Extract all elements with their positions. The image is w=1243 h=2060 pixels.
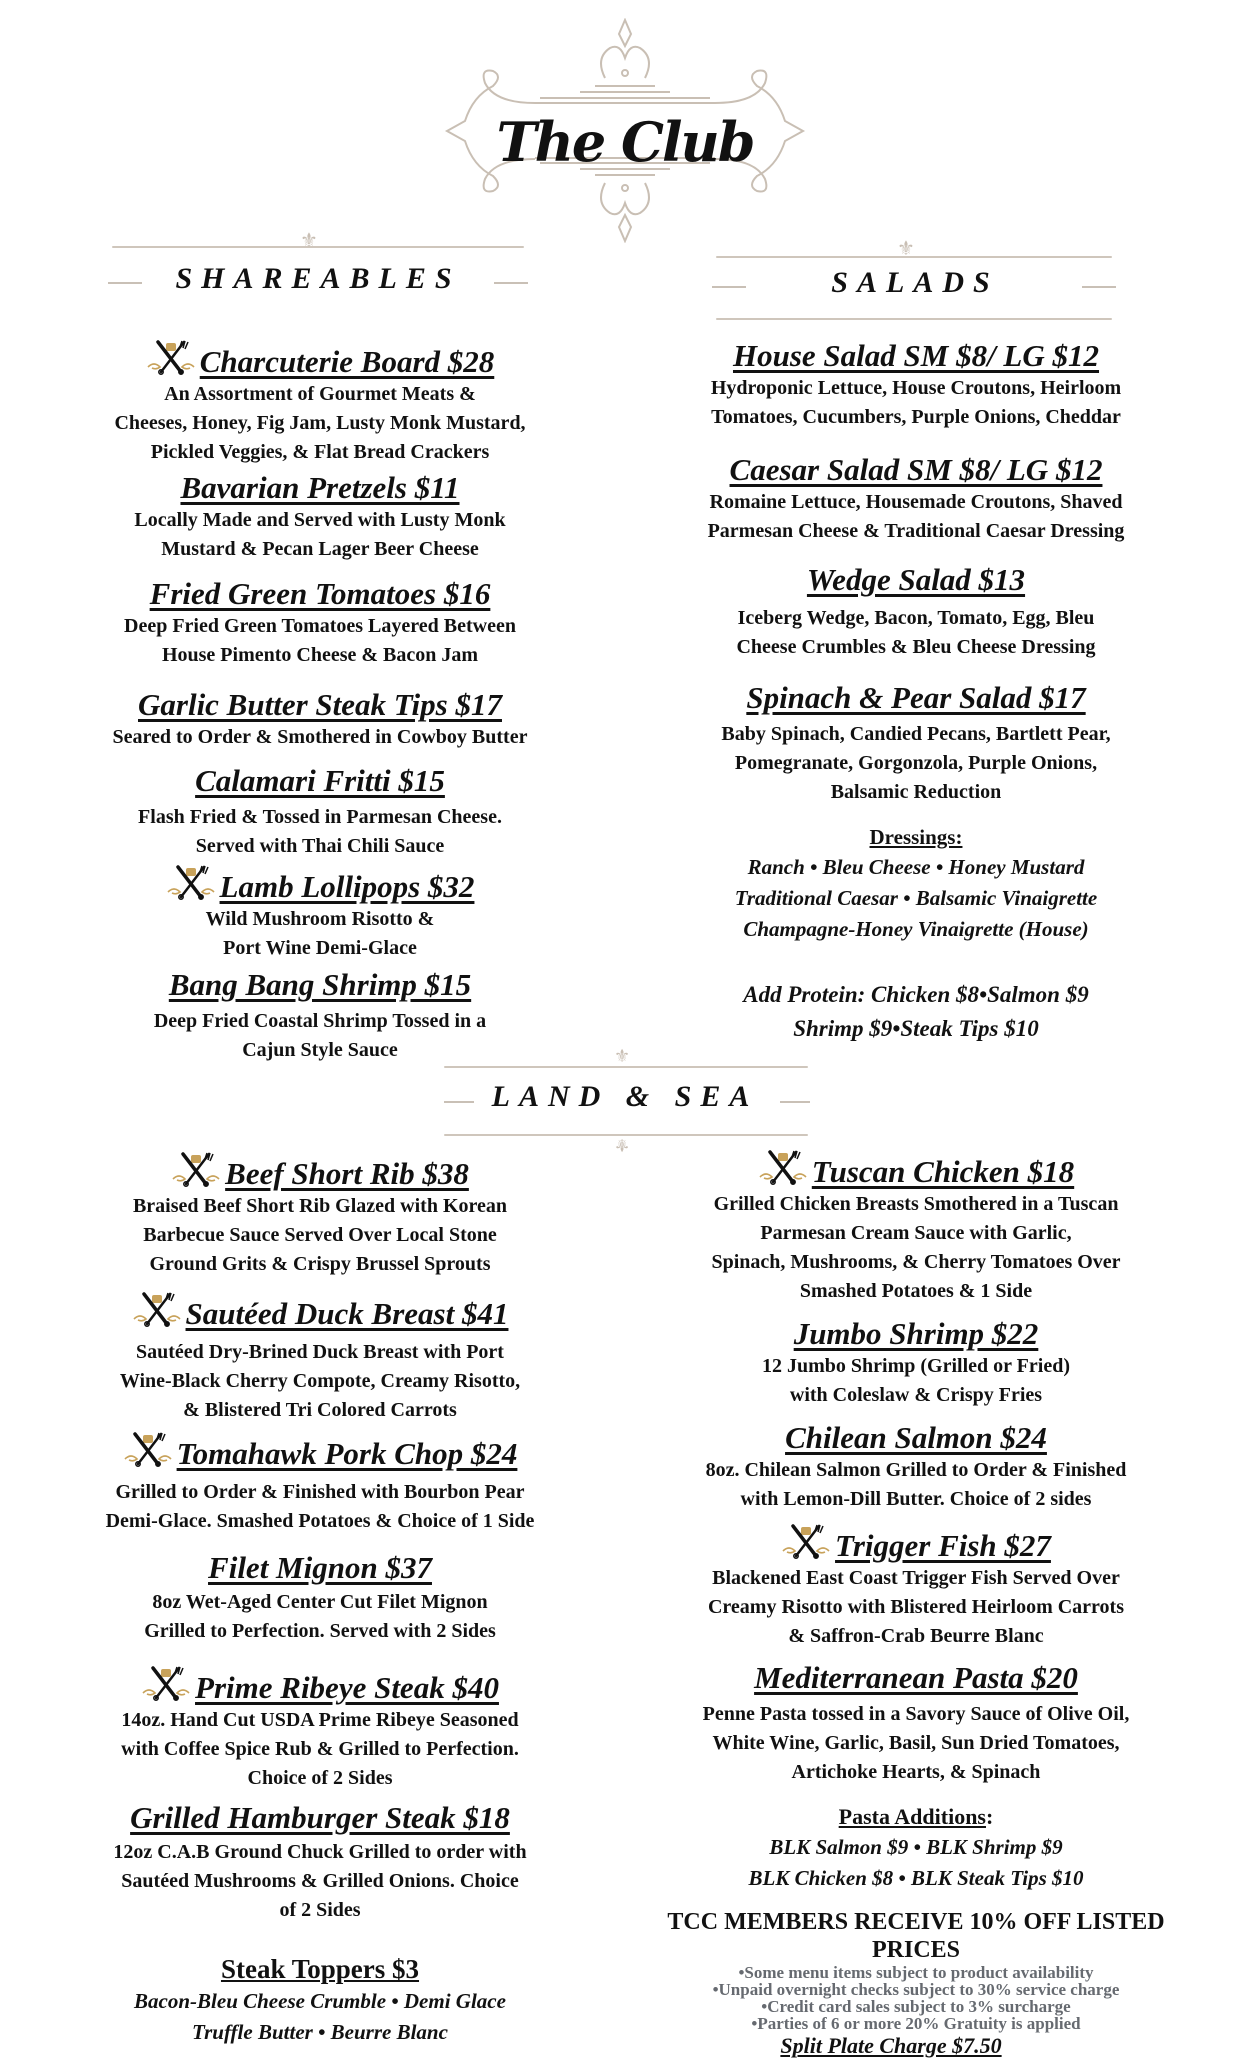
item-desc: 8oz. Chilean Salmon Grilled to Order & Finished (705, 1459, 1127, 1481)
item-desc: Deep Fried Coastal Shrimp Tossed in a (153, 1010, 487, 1032)
menu-item (640, 562, 1192, 662)
menu-item (60, 763, 580, 861)
item-desc: Romaine Lettuce, Housemade Croutons, Shaved (709, 491, 1123, 513)
item-desc: Blackened East Coast Trigger Fish Served Over (712, 1567, 1120, 1589)
item-desc: Tomatoes, Cucumbers, Purple Onions, Cheddar (711, 406, 1121, 428)
item-name: Mediterranean Pasta $20 (754, 1660, 1078, 1695)
item-desc: of 2 Sides (279, 1899, 361, 1921)
item-desc: Balsamic Reduction (830, 781, 1002, 803)
topper-line: Truffle Butter • Beurre Blanc (192, 2020, 448, 2044)
item-desc: with Coleslaw & Crispy Fries (789, 1384, 1043, 1406)
item-name: House Salad SM $8/ LG $12 (732, 338, 1100, 373)
menu-item (60, 576, 580, 670)
item-desc: Braised Beef Short Rib Glazed with Korean (132, 1195, 508, 1217)
item-desc: Wine-Black Cherry Compote, Creamy Risotto, (119, 1370, 521, 1392)
shareables-column (60, 340, 580, 1060)
item-desc: Flash Fried & Tossed in Parmesan Cheese. (138, 806, 502, 828)
item-name: Charcuterie Board $28 (199, 344, 495, 379)
menu-item (50, 1152, 590, 1279)
item-name: Tuscan Chicken $18 (811, 1154, 1075, 1189)
item-desc: with Coffee Spice Rub & Grilled to Perfection. (121, 1738, 519, 1760)
item-name: Wedge Salad $13 (806, 562, 1026, 597)
item-desc: 14oz. Hand Cut USDA Prime Ribeye Seasoned (121, 1709, 519, 1731)
menu-item (640, 1316, 1192, 1410)
item-name: Bavarian Pretzels $11 (180, 470, 460, 505)
chef-special-icon (132, 1292, 182, 1328)
item-desc: 8oz Wet-Aged Center Cut Filet Mignon (152, 1591, 488, 1613)
salads-column (640, 338, 1192, 1058)
add-protein-block (640, 978, 1192, 1046)
chef-special-icon (166, 865, 216, 901)
item-desc: House Pimento Cheese & Bacon Jam (161, 644, 479, 666)
item-name: Calamari Fritti $15 (195, 763, 445, 798)
dressing-line: Champagne-Honey Vinaigrette (House) (743, 917, 1089, 941)
dash-divider (108, 282, 142, 284)
item-desc: Wild Mushroom Risotto & (205, 908, 435, 930)
menu-item (60, 967, 580, 1065)
pasta-additions-label: Pasta Additions (838, 1804, 986, 1829)
add-protein-line: Shrimp $9•Steak Tips $10 (793, 1016, 1039, 1041)
chef-special-icon (758, 1150, 808, 1186)
chef-special-icon (123, 1432, 173, 1468)
pasta-addition-line: BLK Chicken $8 • BLK Steak Tips $10 (748, 1866, 1084, 1890)
item-desc: Cajun Style Sauce (242, 1039, 398, 1061)
item-name: Spinach & Pear Salad $17 (746, 680, 1086, 715)
menu-item (60, 340, 580, 467)
item-desc: with Lemon-Dill Butter. Choice of 2 sides (740, 1488, 1092, 1510)
footer-block (640, 1908, 1192, 2060)
fleur-ornament-icon: ⚜ (300, 228, 318, 252)
section-title-land-sea: LAND & SEA (491, 1080, 759, 1113)
item-name: Trigger Fish $27 (835, 1528, 1051, 1563)
item-desc: Iceberg Wedge, Bacon, Tomato, Egg, Bleu (737, 607, 1095, 629)
item-desc: Creamy Risotto with Blistered Heirloom Carrots (707, 1596, 1125, 1618)
item-desc: & Saffron-Crab Beurre Blanc (788, 1625, 1044, 1647)
menu-item (50, 1800, 590, 1925)
item-name: Bang Bang Shrimp $15 (168, 967, 472, 1002)
item-desc: Served with Thai Chili Sauce (195, 835, 445, 857)
footer-note: •Credit card sales subject to 3% surcharge (761, 1997, 1071, 2016)
item-desc: Penne Pasta tossed in a Savory Sauce of Olive Oil, (702, 1703, 1130, 1725)
item-desc: Grilled Chicken Breasts Smothered in a Tuscan (713, 1193, 1119, 1215)
item-name: Jumbo Shrimp $22 (793, 1316, 1039, 1351)
menu-item (60, 687, 580, 752)
item-desc: Sautéed Mushrooms & Grilled Onions. Choice (121, 1870, 519, 1892)
fleur-ornament-icon: ⚜ (614, 1134, 631, 1155)
ornament-rule (112, 246, 524, 248)
item-name: Beef Short Rib $38 (225, 1156, 469, 1191)
item-desc: Parmesan Cream Sauce with Garlic, (760, 1222, 1072, 1244)
logo-frame (440, 18, 810, 243)
item-desc: Sautéed Dry-Brined Duck Breast with Port (136, 1341, 504, 1363)
item-desc: Barbecue Sauce Served Over Local Stone (143, 1224, 497, 1246)
dash-divider (712, 286, 746, 288)
chef-special-icon (781, 1524, 831, 1560)
fleur-ornament-icon: ⚜ (897, 236, 915, 260)
item-desc: Choice of 2 Sides (247, 1767, 393, 1789)
item-desc: Spinach, Mushrooms, & Cherry Tomatoes Over (711, 1251, 1121, 1273)
menu-item (640, 338, 1192, 432)
steak-toppers-block (50, 1952, 590, 2048)
menu-item (50, 1292, 590, 1425)
item-name: Caesar Salad SM $8/ LG $12 (729, 452, 1103, 487)
dressing-line: Traditional Caesar • Balsamic Vinaigrette (734, 886, 1098, 910)
members-discount: TCC MEMBERS RECEIVE 10% OFF LISTED PRICES (667, 1909, 1165, 1963)
menu-item (50, 1432, 590, 1536)
item-desc: Grilled to Order & Finished with Bourbon Pear (115, 1481, 525, 1503)
ornament-rule (716, 318, 1112, 320)
chef-special-icon (171, 1152, 221, 1188)
item-desc: Parmesan Cheese & Traditional Caesar Dressing (707, 520, 1125, 542)
menu-item (640, 680, 1192, 807)
item-desc: 12oz C.A.B Ground Chuck Grilled to order with (113, 1841, 527, 1863)
item-desc: 12 Jumbo Shrimp (Grilled or Fried) (762, 1355, 1070, 1377)
item-desc: White Wine, Garlic, Basil, Sun Dried Tomatoes, (712, 1732, 1120, 1754)
menu-item (640, 1524, 1192, 1651)
dressings-label: Dressings: (869, 825, 963, 849)
footer-note: •Unpaid overnight checks subject to 30% service charge (712, 1980, 1120, 1999)
menu-item (640, 452, 1192, 546)
item-desc: Cheese Crumbles & Bleu Cheese Dressing (736, 636, 1096, 658)
item-desc: Pomegranate, Gorgonzola, Purple Onions, (734, 752, 1098, 774)
item-desc: An Assortment of Gourmet Meats & (164, 383, 476, 405)
item-desc: Seared to Order & Smothered in Cowboy Butter (112, 726, 528, 748)
fleur-ornament-icon: ⚜ (614, 1046, 631, 1067)
item-desc: Artichoke Hearts, & Spinach (791, 1761, 1041, 1783)
dash-divider (494, 282, 528, 284)
land-sea-right-column (640, 1150, 1192, 2058)
item-desc: Deep Fried Green Tomatoes Layered Between (124, 615, 516, 637)
dressing-line: Ranch • Bleu Cheese • Honey Mustard (747, 855, 1085, 879)
menu-item (60, 470, 580, 564)
item-desc: Locally Made and Served with Lusty Monk (134, 509, 506, 531)
dash-divider (1082, 286, 1116, 288)
item-desc: Port Wine Demi-Glace (223, 937, 417, 959)
section-title-salads: SALADS (831, 266, 999, 299)
pasta-addition-line: BLK Salmon $9 • BLK Shrimp $9 (769, 1835, 1063, 1859)
item-desc: & Blistered Tri Colored Carrots (183, 1399, 457, 1421)
chef-special-icon (146, 340, 196, 376)
item-desc: Cheeses, Honey, Fig Jam, Lusty Monk Mustard, (114, 412, 526, 434)
item-name: Tomahawk Pork Chop $24 (176, 1436, 518, 1471)
item-name: Prime Ribeye Steak $40 (195, 1670, 499, 1705)
menu-item (50, 1666, 590, 1793)
add-protein-line: Add Protein: Chicken $8•Salmon $9 (743, 982, 1089, 1007)
pasta-additions-colon: : (986, 1804, 994, 1829)
menu-item (50, 1550, 590, 1646)
split-plate-charge: Split Plate Charge $7.50 (780, 2033, 1002, 2058)
section-title-shareables: SHAREABLES (175, 262, 461, 295)
item-desc: Smashed Potatoes & 1 Side (799, 1280, 1033, 1302)
steak-toppers-label: Steak Toppers $3 (220, 1954, 420, 1984)
item-name: Garlic Butter Steak Tips $17 (138, 687, 502, 722)
menu-item (640, 1420, 1192, 1514)
item-name: Fried Green Tomatoes $16 (149, 576, 491, 611)
footer-note: •Some menu items subject to product availability (738, 1963, 1094, 1982)
logo-title: The Club (496, 110, 754, 174)
item-name: Chilean Salmon $24 (785, 1420, 1047, 1455)
item-desc: Baby Spinach, Candied Pecans, Bartlett Pear, (721, 723, 1111, 745)
menu-item (60, 865, 580, 963)
item-name: Filet Mignon $37 (208, 1550, 432, 1585)
item-name: Lamb Lollipops $32 (219, 869, 475, 904)
item-desc: Hydroponic Lettuce, House Croutons, Heirloom (710, 377, 1122, 399)
topper-line: Bacon-Bleu Cheese Crumble • Demi Glace (134, 1989, 506, 2013)
dressings-block (640, 822, 1192, 945)
dash-divider (780, 1101, 810, 1103)
item-desc: Ground Grits & Crispy Brussel Sprouts (149, 1253, 491, 1275)
chef-special-icon (141, 1666, 191, 1702)
menu-item (640, 1660, 1192, 1787)
pasta-additions-block (640, 1802, 1192, 1894)
item-desc: Grilled to Perfection. Served with 2 Sides (144, 1620, 496, 1642)
item-name: Sautéed Duck Breast $41 (185, 1296, 509, 1331)
item-desc: Mustard & Pecan Lager Beer Cheese (161, 538, 479, 560)
footer-note: •Parties of 6 or more 20% Gratuity is applied (751, 2014, 1081, 2033)
item-desc: Pickled Veggies, & Flat Bread Crackers (150, 441, 490, 463)
menu-item (640, 1150, 1192, 1306)
item-name: Grilled Hamburger Steak $18 (130, 1800, 510, 1835)
item-desc: Demi-Glace. Smashed Potatoes & Choice of 1 Side (105, 1510, 535, 1532)
land-sea-left-column (50, 1152, 590, 2048)
